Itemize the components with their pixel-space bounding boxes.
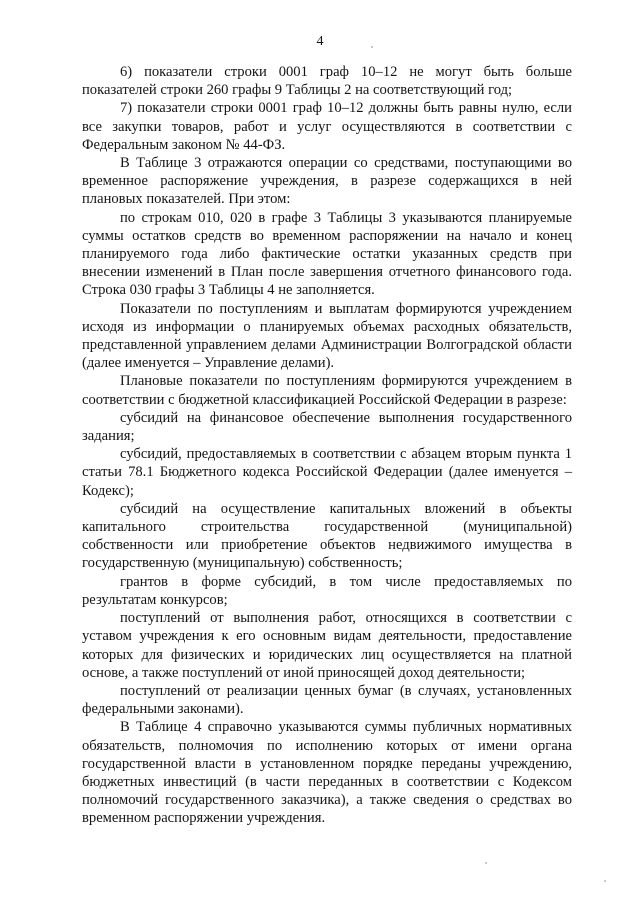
list-item-grants: грантов в форме субсидий, в том числе предоставляемых по результатам конкурсов; [82,573,572,608]
paragraph-item-7: 7) показатели строки 0001 граф 10–12 должны быть равны нулю, если все закупки товаров, работ и услуг осуществляются в соответствии с Федеральным законом № 44-ФЗ. [82,100,572,153]
scan-speck [485,862,487,864]
list-item-paid-services: поступлений от выполнения работ, относящихся в соответствии с уставом учреждения к его основным видам деятельности, предоставление которых для физических и юридических лиц осуществляется на платной основе, а также поступлений от иной приносящей доход деятельности; [82,610,572,681]
page-number: 4 [316,34,324,49]
list-item-subsidies-state-task: субсидий на финансовое обеспечение выполнения государственного задания; [82,409,572,445]
list-item-securities: поступлений от реализации ценных бумаг (в случаях, установленных федеральными законами). [82,682,572,718]
list-item-subsidies-article-78: субсидий, предоставляемых в соответствии с абзацем вторым пункта 1 статьи 78.1 Бюджетного кодекса Российской Федерации (далее именуется – Кодекс); [82,446,572,499]
scan-speck [604,880,606,882]
document-body [82,63,572,828]
paragraph-table-3: В Таблице 3 отражаются операции со средствами, поступающими во временное распоряжение учреждения, в разрезе содержащихся в ней плановых показателей. При этом: [82,155,572,208]
paragraph-indicators-formation: Показатели по поступлениям и выплатам формируются учреждением исходя из информации о планируемых объемах расходных обязательств, представленной управлением делами Администрации Волгоградской области (далее именуется – Управление делами). [82,300,572,372]
paragraph-item-6: 6) показатели строки 0001 граф 10–12 не могут быть больше показателей строки 260 графы 9 Таблицы 2 на соответствующий год; [82,64,572,99]
paragraph-planned-indicators: Плановые показатели по поступлениям формируются учреждением в соответствии с бюджетной классификацией Российской Федерации в разрезе: [82,373,572,408]
paragraph-rows-010-020: по строкам 010, 020 в графе 3 Таблицы 3 указываются планируемые суммы остатков средств во временном распоряжении на начало и конец планируемого года либо фактические остатки указанных средств при внесении изменений в План после завершения отчетного финансового года. Строка 030 графы 3 Таблицы 4 не заполняется. [82,209,572,299]
list-item-subsidies-capital: субсидий на осуществление капитальных вложений в объекты капитального строительства государственной (муниципальной) собственности или приобретение объектов недвижимого имущества в государственную (муниципальную) собственность; [82,500,572,572]
scan-speck [371,46,373,48]
paragraph-table-4: В Таблице 4 справочно указываются суммы публичных нормативных обязательств, полномочия по исполнению которых от имени органа государственной власти в установленном порядке переданы учреждению, бюджетных инвестиций (в части переданных в соответствии с Кодексом полномочий государственного заказчика), а также сведения о средствах во временном распоряжении учреждения. [82,719,572,827]
